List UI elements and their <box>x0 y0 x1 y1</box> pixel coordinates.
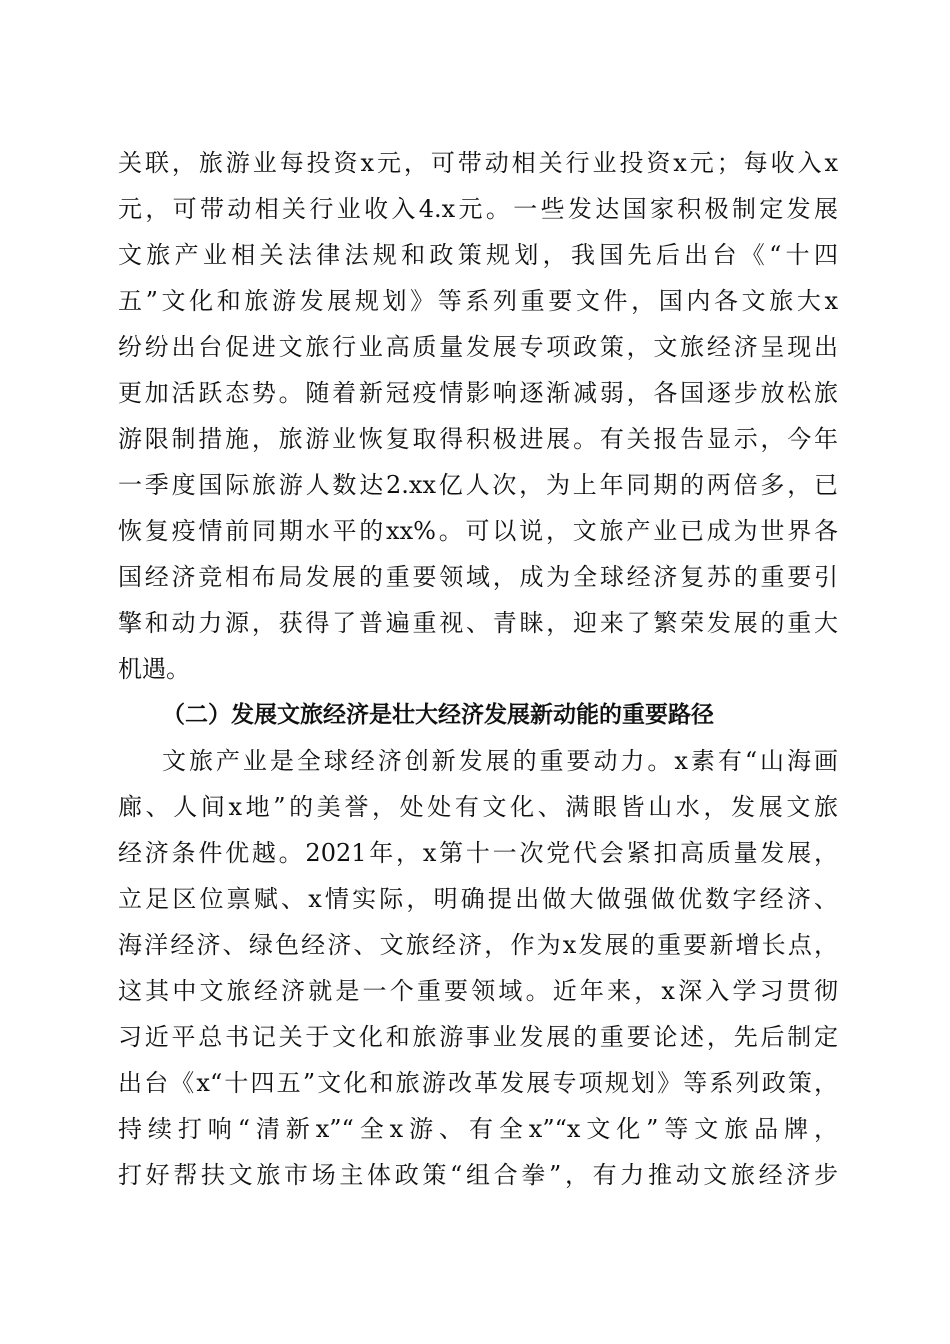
paragraph-line: 关联，旅游业每投资x元，可带动相关行业投资x元；每收入x <box>118 149 838 177</box>
paragraph-line: 更加活跃态势。随着新冠疫情影响逐渐减弱，各国逐步放松旅 <box>118 379 838 407</box>
paragraph-line: 国经济竞相布局发展的重要领域，成为全球经济复苏的重要引 <box>118 563 838 591</box>
paragraph-line: 元，可带动相关行业收入4.x元。一些发达国家积极制定发展 <box>118 195 838 223</box>
paragraph-line: 擎和动力源，获得了普遍重视、青睐，迎来了繁荣发展的重大 <box>118 609 838 637</box>
paragraph-line: 游限制措施，旅游业恢复取得积极进展。有关报告显示，今年 <box>118 425 838 453</box>
paragraph-line: 文旅产业是全球经济创新发展的重要动力。x素有“山海画 <box>162 747 838 775</box>
paragraph-line: 五”文化和旅游发展规划》等系列重要文件，国内各文旅大x <box>118 287 838 315</box>
paragraph-line: 出台《x“十四五”文化和旅游改革发展专项规划》等系列政策， <box>118 1069 838 1097</box>
paragraph-line: 经济条件优越。2021年，x第十一次党代会紧扣高质量发展， <box>118 839 838 867</box>
paragraph-line: 持续打响“清新x”“全x游、有全x”“x文化”等文旅品牌， <box>118 1115 838 1143</box>
paragraph-line: 海洋经济、绿色经济、文旅经济，作为x发展的重要新增长点， <box>118 931 838 959</box>
paragraph-line: 机遇。 <box>118 655 190 683</box>
paragraph-line: 这其中文旅经济就是一个重要领域。近年来，x深入学习贯彻 <box>118 977 838 1005</box>
paragraph-line: 立足区位禀赋、x情实际，明确提出做大做强做优数字经济、 <box>118 885 838 913</box>
paragraph-line: 打好帮扶文旅市场主体政策“组合拳”，有力推动文旅经济步 <box>118 1161 838 1189</box>
paragraph-line: 一季度国际旅游人数达2.xx亿人次，为上年同期的两倍多，已 <box>118 471 838 499</box>
paragraph-line: 文旅产业相关法律法规和政策规划，我国先后出台《“十四 <box>118 241 838 269</box>
section-heading: （二）发展文旅经济是壮大经济发展新动能的重要路径 <box>162 702 714 728</box>
paragraph-line: 纷纷出台促进文旅行业高质量发展专项政策，文旅经济呈现出 <box>118 333 838 361</box>
paragraph-line: 廊、人间x地”的美誉，处处有文化、满眼皆山水，发展文旅 <box>118 793 838 821</box>
paragraph-line: 恢复疫情前同期水平的xx%。可以说，文旅产业已成为世界各 <box>118 517 838 545</box>
paragraph-line: 习近平总书记关于文化和旅游事业发展的重要论述，先后制定 <box>118 1023 838 1051</box>
